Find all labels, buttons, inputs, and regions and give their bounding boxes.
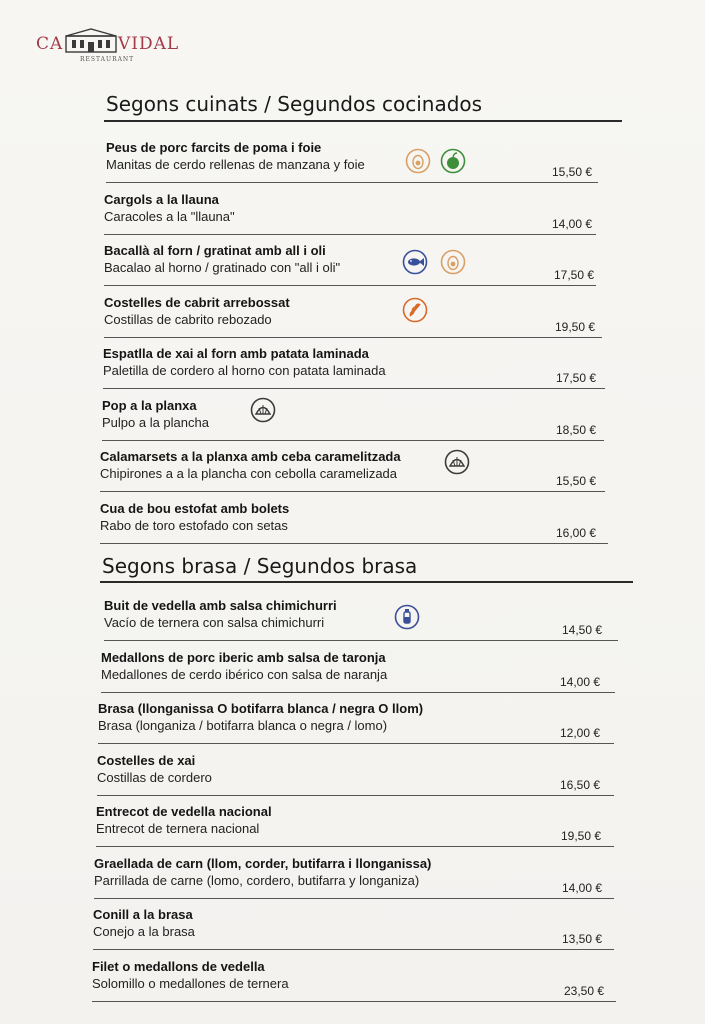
item-divider xyxy=(101,692,615,693)
dish-name: Cargols a la llauna xyxy=(104,192,219,207)
item-divider xyxy=(93,949,614,950)
section-divider xyxy=(100,581,633,583)
dish-price: 16,00 € xyxy=(556,526,597,540)
dish-name: Entrecot de vedella nacional xyxy=(96,804,272,819)
menu-item xyxy=(100,501,608,545)
menu-item xyxy=(97,753,614,797)
menu-item xyxy=(92,959,616,1003)
dish-price: 23,50 € xyxy=(564,984,605,998)
dish-name: Medallons de porc iberic amb salsa de taronja xyxy=(101,650,386,665)
dish-price: 14,00 € xyxy=(560,675,601,689)
logo-text-right: VIDAL xyxy=(118,34,180,54)
dish-price: 15,50 € xyxy=(556,474,597,488)
house-logo-icon xyxy=(64,28,118,54)
gluten-icon xyxy=(402,297,428,323)
menu-item xyxy=(104,295,602,339)
dish-description: Chipirones a a la plancha con cebolla caramelizada xyxy=(100,466,398,481)
logo-subtitle: RESTAURANT xyxy=(80,56,135,63)
item-divider xyxy=(92,1001,616,1002)
item-divider xyxy=(104,337,602,338)
item-divider xyxy=(96,846,614,847)
dish-description: Costillas de cabrito rebozado xyxy=(104,312,272,327)
mollusc-icon xyxy=(444,449,470,475)
dish-name: Filet o medallons de vedella xyxy=(92,959,265,974)
dish-description: Entrecot de ternera nacional xyxy=(96,821,260,836)
menu-item xyxy=(104,243,596,287)
dish-price: 19,50 € xyxy=(561,829,602,843)
dish-name: Cua de bou estofat amb bolets xyxy=(100,501,290,516)
item-divider xyxy=(100,543,608,544)
dish-price: 14,00 € xyxy=(552,217,593,231)
logo-text-left: CA xyxy=(36,34,64,54)
dish-price: 13,50 € xyxy=(562,932,603,946)
milk-icon xyxy=(394,604,420,630)
egg-icon xyxy=(405,148,431,174)
dish-description: Vacío de ternera con salsa chimichurri xyxy=(104,615,325,630)
dish-price: 15,50 € xyxy=(552,165,593,179)
egg-icon xyxy=(440,249,466,275)
dish-price: 17,50 € xyxy=(554,268,595,282)
section-title: Segons brasa / Segundos brasa xyxy=(102,554,418,578)
menu-item xyxy=(101,650,615,694)
item-divider xyxy=(102,440,604,441)
item-divider xyxy=(106,182,598,183)
section-title: Segons cuinats / Segundos cocinados xyxy=(106,92,483,116)
item-divider xyxy=(103,388,605,389)
menu-item xyxy=(93,907,614,951)
dish-price: 17,50 € xyxy=(556,371,597,385)
dish-name: Calamarsets a la planxa amb ceba caramelitzada xyxy=(100,449,401,464)
dish-name: Bacallà al forn / gratinat amb all i oli xyxy=(104,243,326,258)
dish-name: Conill a la brasa xyxy=(93,907,193,922)
menu-item xyxy=(96,804,614,848)
dish-name: Espatlla de xai al forn amb patata laminada xyxy=(103,346,369,361)
dish-description: Solomillo o medallones de ternera xyxy=(92,976,289,991)
item-divider xyxy=(97,795,614,796)
mollusc-icon xyxy=(250,397,276,423)
dish-description: Bacalao al horno / gratinado con "all i oli" xyxy=(104,260,341,275)
dish-name: Costelles de xai xyxy=(97,753,196,768)
item-divider xyxy=(100,491,605,492)
dish-name: Brasa (llonganissa O botifarra blanca / negra O llom) xyxy=(98,701,424,716)
menu-item xyxy=(106,140,598,184)
menu-item xyxy=(100,449,605,493)
dish-description: Paletilla de cordero al horno con patata laminada xyxy=(103,363,386,378)
dish-description: Parrillada de carne (lomo, cordero, butifarra y longaniza) xyxy=(94,873,420,888)
dish-description: Pulpo a la plancha xyxy=(102,415,209,430)
dish-description: Rabo de toro estofado con setas xyxy=(100,518,288,533)
item-divider xyxy=(104,285,596,286)
dish-name: Pop a la planxa xyxy=(102,398,197,413)
dish-description: Costillas de cordero xyxy=(97,770,212,785)
dish-price: 19,50 € xyxy=(555,320,596,334)
item-divider xyxy=(94,898,614,899)
menu-item xyxy=(94,856,614,900)
dish-name: Buit de vedella amb salsa chimichurri xyxy=(104,598,337,613)
item-divider xyxy=(98,743,614,744)
dish-description: Brasa (longaniza / botifarra blanca o negra / lomo) xyxy=(98,718,388,733)
section-divider xyxy=(104,120,622,122)
menu-item xyxy=(102,398,604,442)
item-divider xyxy=(104,234,596,235)
dish-name: Graellada de carn (llom, corder, butifarra i llonganissa) xyxy=(94,856,432,871)
dish-price: 16,50 € xyxy=(560,778,601,792)
item-divider xyxy=(104,640,618,641)
dish-description: Caracoles a la "llauna" xyxy=(104,209,235,224)
menu-item xyxy=(104,598,618,642)
dish-name: Peus de porc farcits de poma i foie xyxy=(106,140,322,155)
fish-icon xyxy=(402,249,428,275)
dish-price: 18,50 € xyxy=(556,423,597,437)
apple-icon xyxy=(440,148,466,174)
menu-item xyxy=(104,192,596,236)
dish-price: 12,00 € xyxy=(560,726,601,740)
dish-price: 14,50 € xyxy=(562,623,603,637)
dish-description: Medallones de cerdo ibérico con salsa de naranja xyxy=(101,667,388,682)
menu-item xyxy=(103,346,605,390)
dish-name: Costelles de cabrit arrebossat xyxy=(104,295,290,310)
menu-item xyxy=(98,701,614,745)
dish-price: 14,00 € xyxy=(562,881,603,895)
dish-description: Manitas de cerdo rellenas de manzana y foie xyxy=(106,157,365,172)
restaurant-logo xyxy=(36,28,180,68)
dish-description: Conejo a la brasa xyxy=(93,924,195,939)
